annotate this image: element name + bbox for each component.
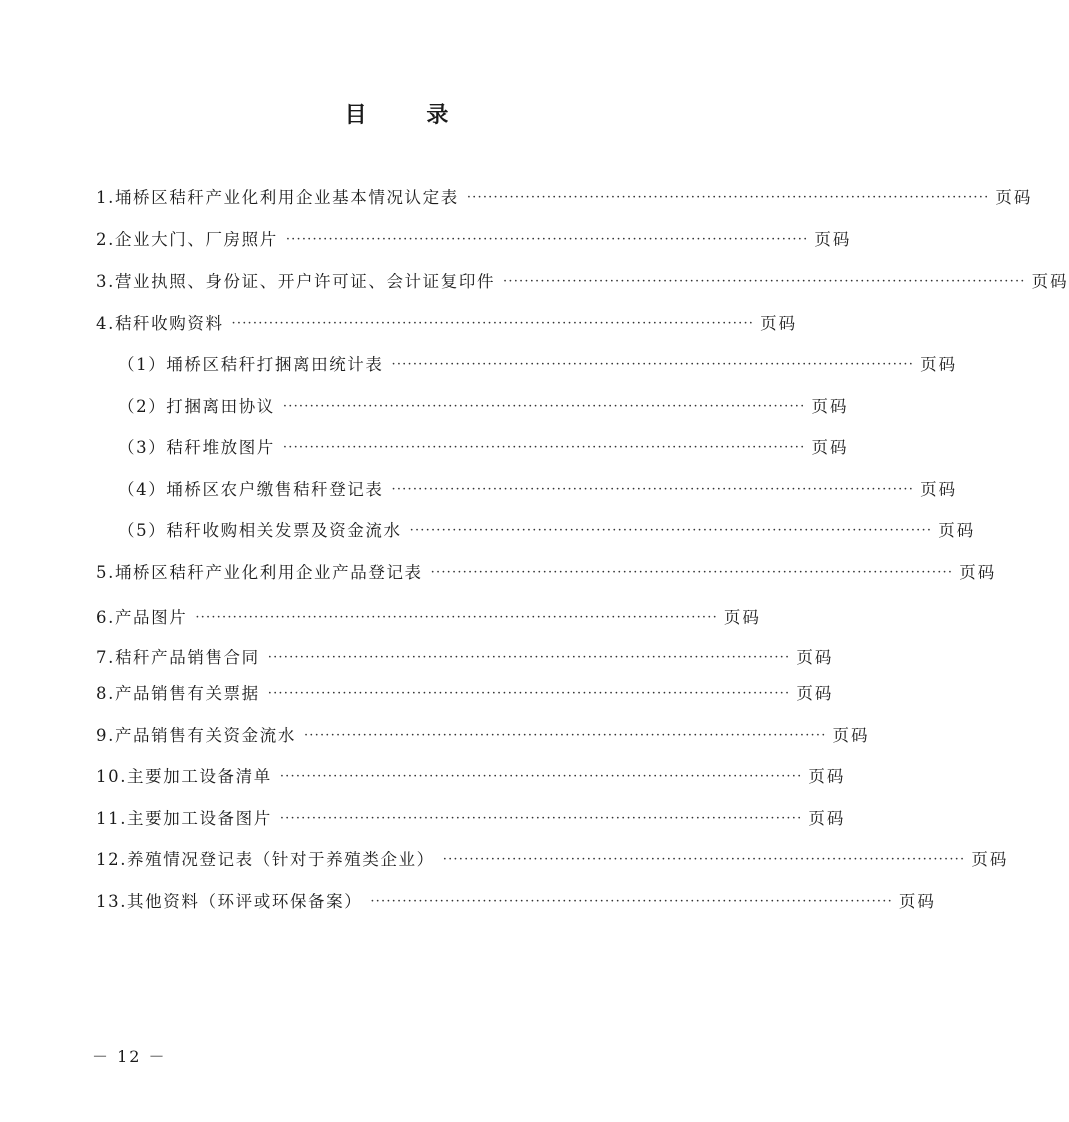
toc-item[interactable]: [96, 646, 834, 670]
toc-page-label: 页码: [938, 521, 976, 540]
toc-item[interactable]: [96, 312, 798, 336]
toc-item-label: （3）秸秆堆放图片: [118, 438, 275, 457]
toc-page-label: 页码: [796, 684, 834, 703]
toc-item-label: 1.埇桥区秸秆产业化利用企业基本情况认定表: [96, 188, 459, 207]
page-number: － 12 －: [92, 1047, 167, 1066]
toc-leader-dots: ··································································································: [279, 769, 803, 784]
toc-leader-dots: ··································································································: [391, 357, 915, 372]
toc-item-label: 8.产品销售有关票据: [96, 684, 260, 703]
toc-item-label: 11.主要加工设备图片: [96, 809, 272, 828]
toc-item-label: 6.产品图片: [96, 608, 188, 627]
toc-page-label: 页码: [920, 355, 958, 374]
toc-page-label: 页码: [971, 850, 1009, 869]
toc-page-label: 页码: [760, 314, 798, 333]
toc-page-label: 页码: [811, 397, 849, 416]
toc-page-label: 页码: [808, 809, 846, 828]
toc-item-label: 4.秸秆收购资料: [96, 314, 224, 333]
toc-page-label: 页码: [814, 230, 852, 249]
toc-leader-dots: ··································································································: [503, 274, 1026, 289]
toc-leader-dots: ··································································································: [267, 686, 791, 701]
toc-item[interactable]: [96, 765, 846, 789]
toc-leader-dots: ··································································································: [282, 399, 806, 414]
toc-page-label: 页码: [1031, 272, 1069, 291]
toc-leader-dots: ··································································································: [195, 610, 718, 625]
toc-item-label: 2.企业大门、厂房照片: [96, 230, 278, 249]
toc-item[interactable]: [96, 228, 852, 252]
toc-item[interactable]: [96, 561, 997, 585]
toc-item[interactable]: [118, 395, 849, 419]
toc-item[interactable]: [96, 682, 834, 706]
toc-item[interactable]: [118, 478, 958, 502]
toc-leader-dots: ··································································································: [285, 232, 809, 247]
toc-item-label: 13.其他资料（环评或环保备案）: [96, 892, 363, 911]
toc-leader-dots: ··································································································: [466, 190, 990, 205]
toc-item-label: （2）打捆离田协议: [118, 397, 275, 416]
page-title: 目 录: [344, 102, 475, 128]
toc-leader-dots: ··································································································: [231, 316, 755, 331]
toc-item[interactable]: [96, 724, 870, 748]
toc-item[interactable]: [118, 436, 849, 460]
toc-item[interactable]: [96, 807, 846, 831]
toc-item-label: 5.埇桥区秸秆产业化利用企业产品登记表: [96, 563, 423, 582]
toc-leader-dots: ··································································································: [267, 650, 791, 665]
toc-item[interactable]: [96, 890, 936, 914]
toc-item-label: （1）埇桥区秸秆打捆离田统计表: [118, 355, 384, 374]
toc-page-label: 页码: [811, 438, 849, 457]
toc-item[interactable]: [96, 848, 1009, 872]
toc-page-label: 页码: [959, 563, 997, 582]
toc-leader-dots: ··································································································: [391, 482, 915, 497]
toc-leader-dots: ··································································································: [282, 440, 806, 455]
toc-leader-dots: ··································································································: [409, 523, 933, 538]
toc-item[interactable]: [118, 353, 958, 377]
toc-page-label: 页码: [898, 892, 936, 911]
toc-item-label: 9.产品销售有关资金流水: [96, 726, 296, 745]
toc-leader-dots: ··································································································: [279, 811, 803, 826]
toc-item[interactable]: [96, 606, 761, 630]
toc-item[interactable]: [96, 186, 1033, 210]
toc-page-label: 页码: [723, 608, 761, 627]
toc-page-label: 页码: [796, 648, 834, 667]
toc-item-label: 12.养殖情况登记表（针对于养殖类企业）: [96, 850, 435, 869]
toc-item-label: （5）秸秆收购相关发票及资金流水: [118, 521, 402, 540]
toc-item-label: 10.主要加工设备清单: [96, 767, 272, 786]
toc-leader-dots: ··································································································: [370, 894, 893, 909]
toc-item-label: 3.营业执照、身份证、开户许可证、会计证复印件: [96, 272, 496, 291]
toc-item[interactable]: [96, 270, 1069, 294]
toc-item[interactable]: [118, 519, 976, 543]
toc-item-label: 7.秸秆产品销售合同: [96, 648, 260, 667]
toc-leader-dots: ··································································································: [303, 728, 827, 743]
toc-page-label: 页码: [808, 767, 846, 786]
toc-leader-dots: ··································································································: [430, 565, 954, 580]
toc-page-label: 页码: [920, 480, 958, 499]
toc-leader-dots: ··································································································: [442, 852, 966, 867]
toc-page-label: 页码: [832, 726, 870, 745]
toc-page-label: 页码: [995, 188, 1033, 207]
toc-item-label: （4）埇桥区农户缴售秸秆登记表: [118, 480, 384, 499]
